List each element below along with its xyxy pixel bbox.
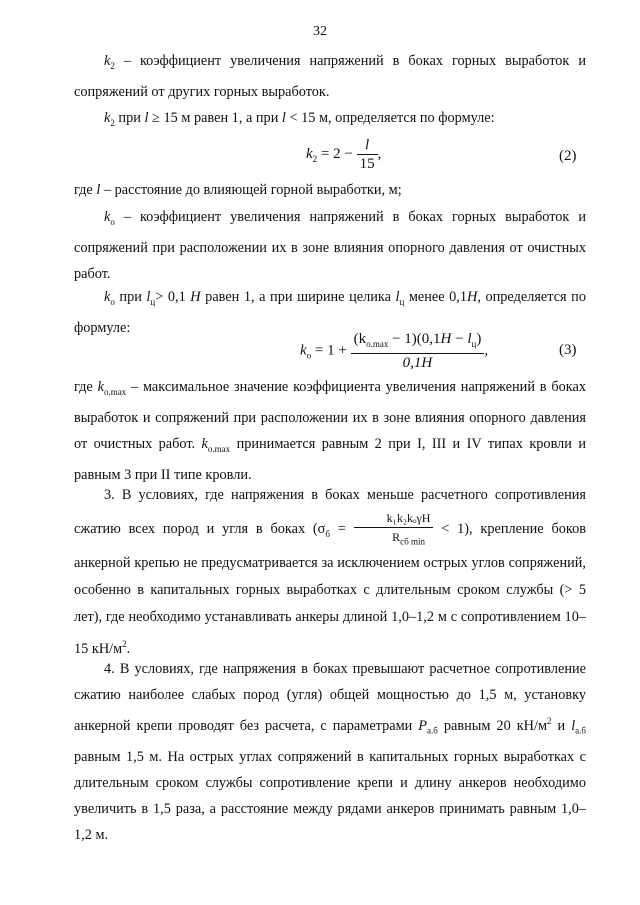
- paragraph-item-3: [74, 482, 586, 663]
- symbol-l: l: [96, 182, 101, 198]
- symbol-r: R: [392, 530, 401, 544]
- text: принимается равным 2 при I, III и IV типах кровли и равным 3 при II типе кровли.: [74, 435, 586, 483]
- text: =: [329, 520, 354, 537]
- text: равным 20 кН/м: [437, 717, 548, 734]
- symbol-komax-sub: о.max: [103, 386, 127, 397]
- text: при: [114, 110, 145, 126]
- paragraph-l-definition: [74, 177, 586, 203]
- symbol-komax: k: [97, 379, 104, 395]
- fraction-numerator: $(k_{о.max} - 1)(0,1H - l_ц)$: [351, 330, 485, 354]
- formula-tail: ,: [377, 145, 382, 162]
- symbol-ko-sub: о: [110, 296, 115, 307]
- symbol-lc: l: [395, 289, 400, 305]
- sigma-sub: б: [325, 528, 330, 539]
- fraction: [354, 509, 434, 550]
- text: где: [74, 379, 98, 395]
- page-number: 32: [313, 24, 327, 39]
- symbol-lc: l: [146, 289, 151, 305]
- symbol-ko: k: [104, 209, 111, 225]
- symbol-r-sub: сб min: [400, 536, 426, 547]
- symbol-l: l: [571, 717, 576, 734]
- fraction-denominator: 15: [359, 156, 375, 172]
- text: ≥ 15 м равен 1, а при: [148, 110, 282, 126]
- text: – максимальное значение коэффициента увеличения напряжений в боках выработок и сопряжений при расположении их в зоне влияния опорного давления от очистных работ.: [74, 379, 586, 452]
- text: .: [126, 641, 131, 658]
- symbol-k2: k: [104, 53, 111, 69]
- symbol-k2: k: [104, 110, 111, 126]
- formula-3: [300, 330, 488, 372]
- symbol-p-sub: а.б: [427, 725, 438, 736]
- text: менее 0,1: [404, 289, 468, 305]
- text: 4. В условиях, где напряжения в боках превышают расчетное сопротивление сжатию наиболее слабых пород (угля) общей мощностью до 1,5 м, установку анкерной крепи проводят без расчета, с параметрами: [74, 661, 586, 734]
- superscript: 2: [122, 639, 127, 650]
- fraction: [357, 136, 378, 173]
- formula-lhs-sub: о: [306, 350, 312, 361]
- text: где: [74, 182, 97, 198]
- symbol-p: P: [418, 717, 428, 734]
- symbol-l: l: [144, 110, 149, 126]
- paragraph-k2-condition: [74, 105, 586, 136]
- text: , определяется по формуле:: [74, 289, 586, 336]
- symbol-k2-sub: 2: [110, 117, 115, 128]
- symbol-lc-sub: ц: [150, 296, 156, 307]
- symbol-l-sub: а.б: [575, 725, 586, 736]
- fraction-denominator: 0,1H: [402, 355, 433, 371]
- symbol-lc-sub: ц: [399, 296, 405, 307]
- formula-operator: = 2 −: [317, 145, 357, 162]
- formula-operator: = 1 +: [311, 342, 351, 359]
- text: – расстояние до влияющей горной выработки, м;: [100, 182, 402, 198]
- symbol-k2-sub: 2: [110, 60, 115, 71]
- symbol-komax-sub: о.max: [207, 443, 231, 454]
- formula-tail: ,: [484, 342, 489, 359]
- text: < 15 м, определяется по формуле:: [285, 110, 495, 126]
- symbol-h: H: [190, 289, 201, 305]
- text: и: [551, 717, 572, 734]
- symbol-ko-sub: о: [110, 216, 115, 227]
- text: равен 1, а при ширине целика: [200, 289, 396, 305]
- paragraph-item-4: [74, 656, 586, 848]
- symbol-h: H: [467, 289, 478, 305]
- equation-number-2: (2): [559, 148, 577, 164]
- formula-2: [306, 136, 381, 173]
- text: 3. В условиях, где напряжения в боках меньше расчетного сопротивления сжатию всех пород и угля в боках (σ: [74, 487, 586, 537]
- text: > 0,1: [155, 289, 191, 305]
- equation-number-3: (3): [559, 342, 577, 358]
- fraction: [351, 330, 485, 372]
- formula-lhs: k: [300, 342, 307, 359]
- text: – коэффициент увеличения напряжений в боках горных выработок и сопряжений при расположении их в зоне влияния опорного давления от очистных работ.: [74, 209, 586, 282]
- symbol-ko: k: [104, 289, 111, 305]
- text: равным 1,5 м. На острых углах сопряжений в капитальных горных выработках с длительным сроком службы сопротивление крепи и длину анкеров необходимо увеличить в 1,5 раза, а расстояние между рядами анкеров принимать равным 1,0–1,2 м.: [74, 748, 586, 843]
- paragraph-komax-definition: [74, 374, 586, 488]
- fraction-denominator: [354, 528, 434, 550]
- text: при: [114, 289, 147, 305]
- paragraph-k2-text: – коэффициент увеличения напряжений в боках горных выработок и сопряжений от других горных выработок.: [74, 53, 586, 100]
- paragraph-k2-definition: [74, 48, 586, 105]
- symbol-komax: k: [201, 435, 208, 452]
- symbol-l: l: [281, 110, 286, 126]
- superscript: 2: [547, 716, 552, 726]
- text: < 1), крепление боков анкерной крепью не предусматривается за исключением острых углов сопряжений, особенно в капитальных горных выработках с длительным сроком службы (> 5 лет), где необходимо устанавливать анкеры длиной 1,0–1,2 м с сопротивлением 10–15 кН/м: [74, 520, 587, 658]
- formula-lhs: k: [306, 145, 313, 162]
- fraction-numerator: l: [357, 136, 378, 155]
- fraction-numerator: k₁k₂kₒγH: [354, 509, 434, 528]
- paragraph-ko-definition: [74, 204, 586, 287]
- formula-lhs-sub: 2: [312, 153, 318, 164]
